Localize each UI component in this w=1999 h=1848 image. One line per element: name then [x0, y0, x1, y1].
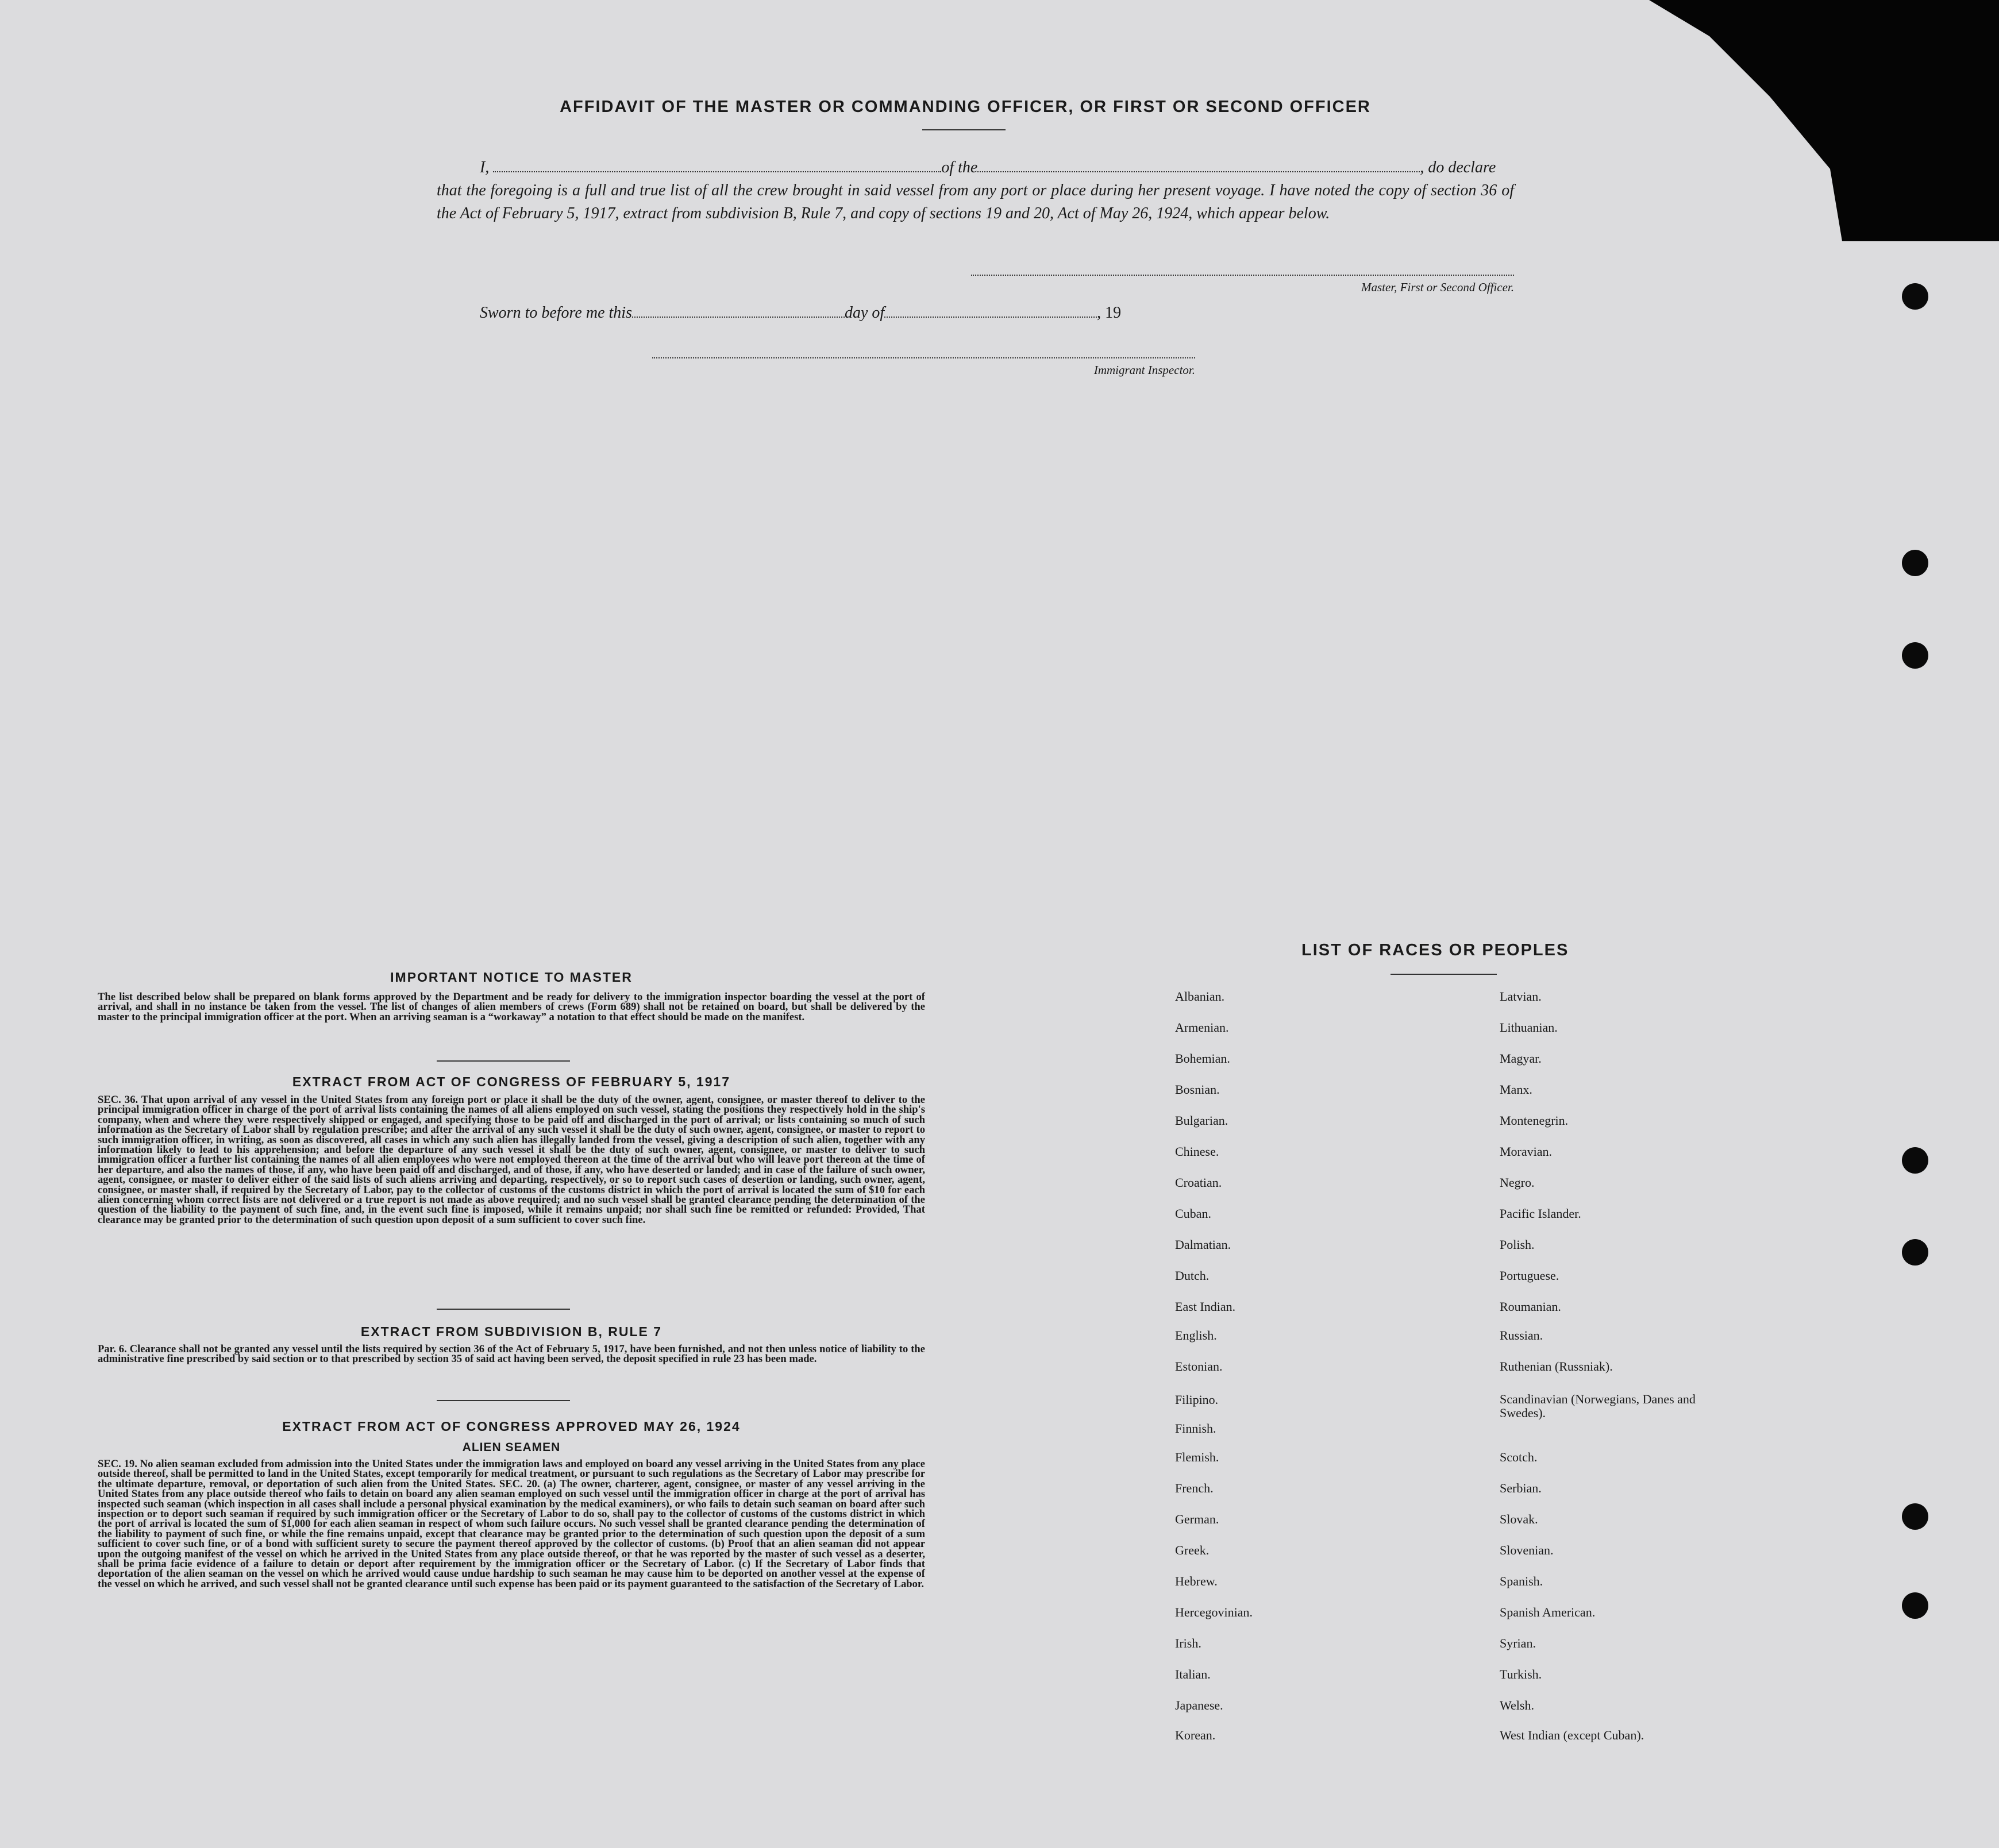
inspector-signature-label: Immigrant Inspector. — [1093, 363, 1195, 377]
race-item: Japanese. — [1175, 1698, 1223, 1712]
extract-1924-text: SEC. 19. No alien seaman excluded from admission into the United States under the immigration laws and employed on board any vessel arriving in the United States from any place outside thereof, shall be permitted to land in the United States, except temporarily for medical treatment, or pursuant to such regulations as the Secretary of Labor may prescribe for the ultimate departure, removal, or deportation of such alien from the United States. SEC. 20. (a) The owner, charterer, agent, consignee, or master of any vessel arriving in the United States from any place outside thereof who fails to detain on board any alien seaman employed on such vessel until the immigration officer in charge at the port of arrival has inspected such seaman (which inspection in all cases shall include a personal physical examination by the medical examiners), or who fails to detain such seaman on board after such inspection or to deport such seaman if required by such immigration officer or the Secretary of Labor to do so, shall pay to the collector of customs of the customs district in which the port of arrival is located the sum of $1,000 for each alien seaman in respect of whom such failure occurs. No such vessel shall be granted clearance pending the determination of the liability to payment of such fine, or while the fine remains unpaid, except that clearance may be granted prior to the determination of such question upon the deposit of a sum sufficient to cover such fine, or of a bond with sufficient surety to secure the payment thereof approved by the collector of customs. (b) Proof that an alien seaman did not appear upon the outgoing manifest of the vessel on which he arrived in the United States from any place outside thereof, or that he was reported by the master of such vessel as a deserter, shall be prima facie evidence of a failure to detain or deport after requirement by the immigration officer or the Secretary of Labor. (c) If the Secretary of Labor finds that deportation of the alien seaman on the vessel on which he arrived would cause undue hardship to such seaman he may cause him to be deported on another vessel at the expense of the vessel on which he arrived, and such vessel shall not be granted clearance until such expense has been paid or its payment guaranteed to the satisfaction of the Secretary of Labor. — [98, 1458, 925, 1590]
race-item: Dalmatian. — [1175, 1237, 1231, 1252]
race-item: East Indian. — [1175, 1299, 1236, 1314]
race-item: English. — [1175, 1328, 1217, 1342]
race-item: Hercegovinian. — [1175, 1605, 1253, 1619]
races-list-title: LIST OF RACES OR PEOPLES — [1301, 941, 1569, 959]
race-item: Bosnian. — [1175, 1082, 1220, 1097]
race-item: Slovak. — [1500, 1512, 1538, 1526]
notice-title: IMPORTANT NOTICE TO MASTER — [390, 970, 633, 985]
notice-text: The list described below shall be prepared on blank forms approved by the Department and be ready for delivery to the immigration inspector boarding the vessel at the port of arrival, and shall in no instance be taken from the vessel. The list of changes of alien members of crews (Form 689) shall not be retained on board, but shall be delivered by the master to the principal immigration officer at the port. When an arriving seaman is a “workaway” a notation to that effect should be made on the manifest. — [98, 991, 925, 1023]
master-signature-line — [971, 275, 1514, 276]
race-item: Montenegrin. — [1500, 1113, 1569, 1128]
punch-hole — [1902, 550, 1928, 576]
race-item: Spanish. — [1500, 1574, 1543, 1588]
punch-hole — [1902, 1503, 1928, 1530]
race-item: Pacific Islander. — [1500, 1206, 1581, 1221]
rule7-title: EXTRACT FROM SUBDIVISION B, RULE 7 — [360, 1324, 663, 1339]
race-item: Russian. — [1500, 1328, 1543, 1342]
race-item: Welsh. — [1500, 1698, 1534, 1712]
affidavit-statement: that the foregoing is a full and true list of all the crew brought in said vessel from any port or place during her present voyage. I have noted the copy of section 36 of the Act of February 5, 1917, extract from subdivision B, Rule 7, and copy of sections 19 and 20, Act of May 26, 1924, which appear below. — [437, 182, 1514, 222]
race-item: Magyar. — [1500, 1051, 1542, 1066]
sworn-line: Sworn to before me this day of , 19 — [480, 304, 1122, 322]
race-item: Irish. — [1175, 1636, 1201, 1650]
alien-seamen-title: ALIEN SEAMEN — [462, 1441, 561, 1454]
race-item: Finnish. — [1175, 1421, 1216, 1436]
master-signature-label: Master, First or Second Officer. — [1361, 280, 1514, 294]
divider — [1391, 974, 1497, 975]
race-item: Chinese. — [1175, 1144, 1219, 1159]
race-item: Scandinavian (Norwegians, Danes and Swedes). — [1500, 1392, 1696, 1420]
inspector-signature-line — [652, 357, 1195, 358]
race-item: Bohemian. — [1175, 1051, 1230, 1066]
race-item: Albanian. — [1175, 989, 1225, 1004]
race-item: Italian. — [1175, 1667, 1211, 1681]
extract-1924-title: EXTRACT FROM ACT OF CONGRESS APPROVED MAY 26, 1924 — [282, 1419, 741, 1434]
punch-hole — [1902, 642, 1928, 669]
race-item: Bulgarian. — [1175, 1113, 1228, 1128]
race-item: Roumanian. — [1500, 1299, 1561, 1314]
punch-hole — [1902, 1147, 1928, 1174]
race-item: Syrian. — [1500, 1636, 1536, 1650]
race-item: Lithuanian. — [1500, 1020, 1558, 1035]
extract-1917-text: SEC. 36. That upon arrival of any vessel in the United States from any foreign port or place it shall be the duty of the owner, agent, consignee, or master thereof to deliver to the principal immigration officer in charge of the port of arrival lists containing the names of all aliens employed on such vessel, stating the positions they respectively hold in the ship's company, when and where they were respectively shipped or engaged, and specifying those to be paid off and discharged in the port of arrival; or lists containing so much of such information as the Secretary of Labor shall by regulation prescribe; and after the arrival of any such vessel it shall be the duty of such owner, agent, consignee, or master to report to such immigration officer, in writing, as soon as discovered, all cases in which any such alien has illegally landed from the vessel, giving a description of such alien, together with any information likely to lead to his apprehension; and before the departure of any such vessel it shall be the duty of such owner, agent, consignee, or master to deliver to such immigration officer a further list containing the names of all alien employees who were not employed thereon at the time of the arrival but who will leave port thereon at the time of her departure, and also the names of those, if any, who have been paid off and discharged, and of those, if any, who have deserted or landed; and in case of the failure of such owner, agent, consignee, or master to deliver either of the said lists of such aliens arriving and departing, respectively, or so to report such cases of desertion or landing, such owner, agent, consignee, or master shall, if required by the Secretary of Labor, pay to the collector of customs of the customs district in which the port of arrival is located the sum of $10 for each alien concerning whom correct lists are not delivered or a true report is not made as above required; and no such vessel shall be granted clearance pending the determination of the question of the liability to the payment of such fine, and, in the event such fine is imposed, while it remains unpaid; nor shall such fine be remitted or refunded: Provided, That clearance may be granted prior to the determination of such question upon deposit of a sum sufficient to cover such fine. — [98, 1094, 925, 1226]
divider — [437, 1309, 570, 1310]
race-item: Ruthenian (Russniak). — [1500, 1359, 1613, 1374]
race-item: Estonian. — [1175, 1359, 1223, 1374]
race-item: Filipino. — [1175, 1392, 1219, 1407]
race-item: Dutch. — [1175, 1268, 1210, 1283]
punch-hole — [1902, 1592, 1928, 1619]
race-item: Cuban. — [1175, 1206, 1211, 1221]
extract-1917-title: EXTRACT FROM ACT OF CONGRESS OF FEBRUARY 5, 1917 — [292, 1074, 731, 1089]
race-item: Negro. — [1500, 1175, 1535, 1190]
race-item: Flemish. — [1175, 1450, 1219, 1464]
race-item: Turkish. — [1500, 1667, 1542, 1681]
race-item: Croatian. — [1175, 1175, 1222, 1190]
punch-hole — [1902, 1239, 1928, 1266]
race-item: Moravian. — [1500, 1144, 1553, 1159]
affidavit-title: AFFIDAVIT OF THE MASTER OR COMMANDING OFFICER, OR FIRST OR SECOND OFFICER — [560, 98, 1371, 116]
race-item: Armenian. — [1175, 1020, 1229, 1035]
divider — [437, 1400, 570, 1401]
divider — [437, 1060, 570, 1062]
race-item: Spanish American. — [1500, 1605, 1596, 1619]
race-item: Slovenian. — [1500, 1543, 1554, 1557]
race-item: West Indian (except Cuban). — [1500, 1728, 1644, 1742]
race-item: Portuguese. — [1500, 1268, 1559, 1283]
race-item: Manx. — [1500, 1082, 1532, 1097]
race-item: German. — [1175, 1512, 1219, 1526]
torn-corner — [1609, 0, 1999, 241]
race-item: Scotch. — [1500, 1450, 1538, 1464]
affidavit-line-1: I, of the , do declare — [480, 159, 1496, 176]
divider — [922, 129, 1006, 130]
punch-hole — [1902, 283, 1928, 310]
race-item: Hebrew. — [1175, 1574, 1218, 1588]
rule7-text: Par. 6. Clearance shall not be granted any vessel until the lists required by section 36 of the Act of February 5, 1917, have been furnished, and not then unless notice of liability to the administrative fine prescribed by said section or to that prescribed by section 35 of said act having been served, the deposit specified in rule 23 has been made. — [98, 1343, 925, 1365]
race-item: Latvian. — [1500, 989, 1542, 1004]
race-item: Greek. — [1175, 1543, 1210, 1557]
race-item: Serbian. — [1500, 1481, 1542, 1495]
race-item: French. — [1175, 1481, 1214, 1495]
race-item: Korean. — [1175, 1728, 1216, 1742]
race-item: Polish. — [1500, 1237, 1535, 1252]
